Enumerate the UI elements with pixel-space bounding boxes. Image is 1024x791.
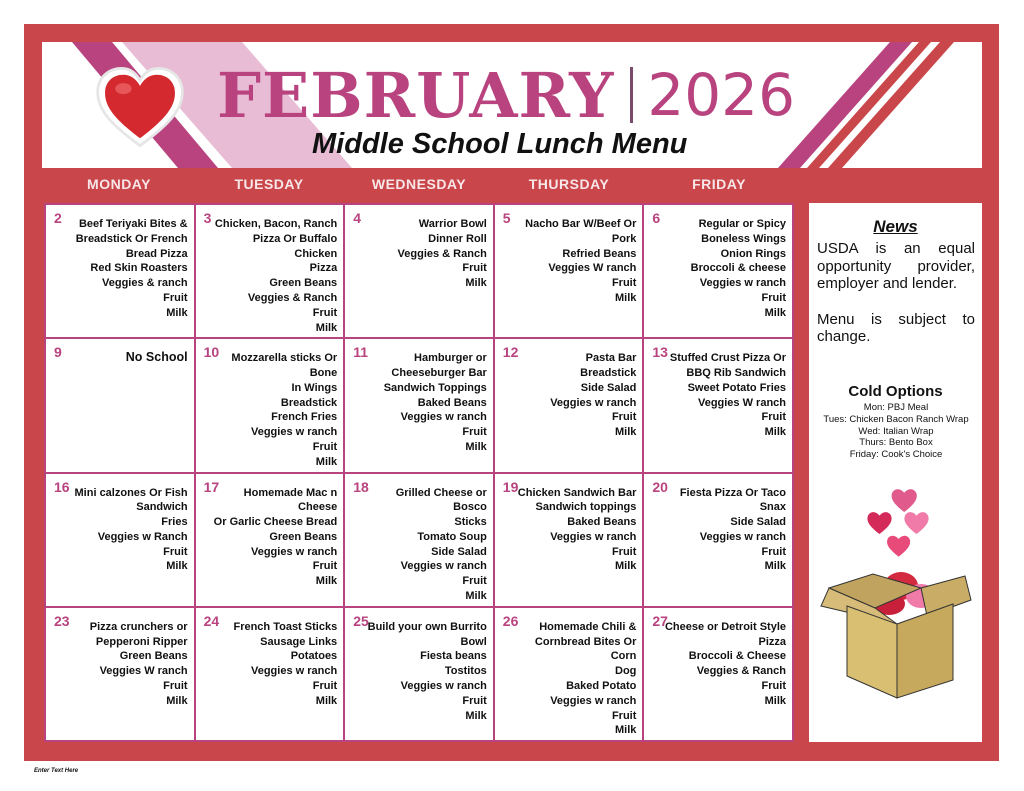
heart-icon xyxy=(94,64,186,150)
menu-item: Fruit xyxy=(611,277,637,290)
menu-items xyxy=(512,217,636,306)
menu-item: Milk xyxy=(315,575,338,588)
menu-items xyxy=(363,620,487,724)
menu-item: Pizza crunchers or xyxy=(89,620,188,633)
menu-item: Baked Beans xyxy=(567,516,637,529)
menu-item: Pizza Or Buffalo Chicken xyxy=(252,232,338,260)
sidebar xyxy=(809,203,982,742)
menu-item: Broccoli & cheese xyxy=(690,262,786,275)
menu-item: Milk xyxy=(764,426,786,439)
menu-item: Veggies w ranch xyxy=(400,411,487,424)
menu-item: Green Beans xyxy=(269,277,338,290)
menu-item: Fruit xyxy=(163,545,188,558)
day-number: 9 xyxy=(54,344,62,361)
title-divider xyxy=(630,67,633,123)
menu-subtitle: Middle School Lunch Menu xyxy=(312,128,688,160)
menu-item: Sweet Potato Fries xyxy=(687,381,786,394)
calendar-day-cell xyxy=(46,474,194,606)
cold-option: Tues: Chicken Bacon Ranch Wrap xyxy=(823,413,969,425)
menu-items xyxy=(363,486,487,604)
day-header-monday: MONDAY xyxy=(87,176,151,192)
day-number: 4 xyxy=(353,210,361,226)
menu-items xyxy=(363,351,487,455)
menu-item: Boneless Wings xyxy=(701,232,786,245)
menu-item: Veggies & ranch xyxy=(102,277,188,290)
calendar-day-cell xyxy=(644,339,792,471)
menu-item: Warrior Bowl xyxy=(418,218,487,230)
menu-item: Milk xyxy=(315,321,338,334)
menu-item: Fruit xyxy=(761,679,786,692)
day-number: 20 xyxy=(652,478,668,495)
calendar-day-cell xyxy=(196,474,344,606)
menu-item: Dinner Roll xyxy=(428,232,487,245)
menu-item: Breadstick Or French xyxy=(75,232,188,245)
menu-item: Milk xyxy=(166,306,188,319)
day-number: 19 xyxy=(502,478,519,495)
menu-item: Fruit xyxy=(312,560,338,573)
menu-item: Chicken Sandwich Bar xyxy=(517,486,637,499)
menu-items xyxy=(64,486,188,575)
menu-items xyxy=(512,351,636,440)
menu-item: Bread Pizza xyxy=(125,247,188,260)
menu-item: Veggies w ranch xyxy=(250,545,338,558)
menu-item: Pepperoni Ripper xyxy=(95,635,188,648)
day-number: 2 xyxy=(54,210,62,226)
menu-item: Sandwich toppings xyxy=(535,501,637,514)
menu-change-note: Menu is subject to change. xyxy=(817,310,975,345)
menu-item: Milk xyxy=(614,426,637,439)
menu-item: Cheese or Detroit Style xyxy=(664,620,786,633)
menu-item: Milk xyxy=(614,291,637,304)
menu-item: Milk xyxy=(465,709,487,722)
menu-item: Milk xyxy=(315,455,338,468)
menu-item: Veggies w ranch xyxy=(250,665,338,678)
menu-item: Milk xyxy=(166,694,188,707)
calendar-grid xyxy=(44,203,794,742)
menu-item: Green Beans xyxy=(119,650,188,663)
news-title: News xyxy=(873,217,918,236)
menu-item: Veggies W ranch xyxy=(99,665,188,678)
menu-item: Fruit xyxy=(462,262,487,275)
menu-item: Onion Rings xyxy=(720,247,786,260)
day-number: 6 xyxy=(652,210,661,226)
menu-item: Chicken, Bacon, Ranch xyxy=(214,218,338,230)
header-banner xyxy=(42,42,982,168)
menu-item: Milk xyxy=(764,694,786,707)
day-header-wednesday: WEDNESDAY xyxy=(371,176,467,192)
menu-item: Fries xyxy=(161,516,188,529)
page-title xyxy=(217,50,795,140)
menu-item: Stuffed Crust Pizza Or xyxy=(669,352,786,365)
cold-options-title: Cold Options xyxy=(848,383,943,400)
menu-items xyxy=(213,217,337,335)
menu-items xyxy=(662,217,786,321)
menu-item: In Wings xyxy=(291,381,338,394)
menu-item: Regular or Spicy xyxy=(698,218,786,230)
menu-item: Fruit xyxy=(462,694,487,707)
menu-item: Veggies w ranch xyxy=(699,530,786,543)
day-number: 3 xyxy=(203,210,212,226)
menu-item: Fiesta Pizza Or Taco Snax xyxy=(679,486,786,514)
day-number: 24 xyxy=(203,612,220,629)
menu-item: Breadstick xyxy=(280,396,338,409)
day-number: 23 xyxy=(54,612,70,629)
menu-item: Red Skin Roasters xyxy=(90,262,188,275)
calendar-day-cell xyxy=(495,205,643,337)
menu-item: Fruit xyxy=(163,291,188,304)
menu-item: Nacho Bar W/Beef Or xyxy=(525,218,637,230)
menu-item: Sticks xyxy=(454,516,487,529)
calendar-day-cell xyxy=(345,205,493,337)
title-year: 2026 xyxy=(647,61,795,129)
menu-item: Grilled Cheese or Bosco xyxy=(395,486,487,514)
calendar-day-cell xyxy=(196,608,344,740)
menu-item: Milk xyxy=(614,724,637,737)
menu-item: Fruit xyxy=(163,679,188,692)
menu-item: Fruit xyxy=(312,306,338,319)
day-number: 25 xyxy=(353,612,369,629)
menu-item: Veggies w ranch xyxy=(699,277,786,290)
calendar-day-cell xyxy=(495,608,643,740)
menu-item: Veggies & Ranch xyxy=(696,665,786,678)
menu-items xyxy=(512,620,636,738)
calendar-day-cell xyxy=(345,339,493,471)
day-number: 10 xyxy=(203,344,220,361)
menu-item: Veggies W ranch xyxy=(548,262,637,275)
calendar-day-cell xyxy=(345,608,493,740)
menu-item: Build your own Burrito xyxy=(367,620,487,633)
day-number: 27 xyxy=(652,612,668,629)
menu-item: Veggies W ranch xyxy=(697,396,786,409)
menu-item: Pizza xyxy=(309,262,338,275)
menu-item: Mini calzones Or Fish xyxy=(74,486,188,499)
menu-item: Fruit xyxy=(312,679,338,692)
calendar-day-cell xyxy=(345,474,493,606)
menu-item: Fruit xyxy=(611,709,637,722)
menu-item: Side Salad xyxy=(431,545,487,558)
calendar-day-cell xyxy=(495,474,643,606)
day-header-friday: FRIDAY xyxy=(692,176,746,192)
menu-item: Milk xyxy=(465,590,487,603)
menu-item: Fruit xyxy=(462,426,487,439)
calendar-day-cell xyxy=(196,205,344,337)
menu-item: Beef Teriyaki Bites & xyxy=(78,218,188,230)
menu-item: Veggies w ranch xyxy=(550,396,637,409)
menu-item: Homemade Mac n Cheese xyxy=(243,486,338,514)
menu-item: French Toast Sticks xyxy=(233,620,338,633)
menu-item: Fruit xyxy=(761,545,786,558)
menu-item: Milk xyxy=(764,306,786,319)
menu-item: Cornbread Bites Or Corn xyxy=(534,635,637,663)
cold-option: Thurs: Bento Box xyxy=(859,437,933,449)
menu-item: Side Salad xyxy=(730,516,786,529)
menu-item: Green Beans xyxy=(269,530,338,543)
day-number: 5 xyxy=(502,210,511,226)
menu-item: Side Salad xyxy=(580,381,637,394)
day-number: 16 xyxy=(54,478,70,495)
menu-items xyxy=(64,620,188,709)
menu-item: Hamburger or xyxy=(414,352,487,365)
menu-item: Breadstick xyxy=(580,367,637,380)
calendar-day-cell xyxy=(46,339,194,471)
menu-item: Milk xyxy=(465,441,487,454)
cold-option: Friday: Cook's Choice xyxy=(849,449,943,461)
menu-item: Milk xyxy=(315,694,338,707)
day-header-tuesday: TUESDAY xyxy=(234,176,304,192)
menu-item: Sandwich xyxy=(136,501,188,514)
menu-item: Fruit xyxy=(611,411,637,424)
menu-item: Veggies & Ranch xyxy=(247,291,338,304)
menu-items xyxy=(64,217,188,321)
calendar-day-cell xyxy=(196,339,344,471)
menu-item: Veggies w ranch xyxy=(550,694,637,707)
menu-item: Milk xyxy=(764,560,786,573)
menu-item: Fruit xyxy=(462,575,487,588)
menu-item: Veggies w ranch xyxy=(250,426,338,439)
menu-item: Milk xyxy=(614,560,637,573)
calendar-day-cell xyxy=(644,608,792,740)
menu-item: Dog xyxy=(615,665,637,678)
weekday-header xyxy=(44,176,794,196)
menu-items xyxy=(512,486,636,575)
footer-text: Enter Text Here xyxy=(34,768,79,774)
menu-items xyxy=(363,217,487,291)
day-number: 12 xyxy=(502,344,519,361)
day-number: 17 xyxy=(203,478,220,495)
calendar-day-cell xyxy=(46,205,194,337)
calendar-day-cell xyxy=(644,474,792,606)
menu-item: Mozzarella sticks Or Bone xyxy=(231,352,338,380)
cold-options-list xyxy=(817,402,975,461)
menu-item: No School xyxy=(125,350,188,365)
menu-item: Pizza xyxy=(758,635,786,648)
menu-item: Bowl xyxy=(460,635,487,648)
menu-item: Fruit xyxy=(761,291,786,304)
day-number: 26 xyxy=(502,612,519,629)
menu-items xyxy=(662,486,786,575)
menu-items xyxy=(213,351,337,469)
menu-item: Milk xyxy=(166,560,188,573)
day-header-thursday: THURSDAY xyxy=(528,176,610,192)
title-month: FEBRUARY xyxy=(217,58,615,132)
menu-item: Baked Beans xyxy=(417,396,487,409)
menu-item: Or Garlic Cheese Bread xyxy=(213,516,338,529)
menu-item: Potatoes xyxy=(290,650,338,663)
menu-items xyxy=(64,350,188,365)
menu-item: Baked Potato xyxy=(566,679,637,692)
menu-item: Fiesta beans xyxy=(420,650,487,663)
menu-item: Tostitos xyxy=(444,665,487,678)
menu-item: Veggies w ranch xyxy=(550,530,637,543)
cold-option: Wed: Italian Wrap xyxy=(858,425,934,437)
floating-heart-icon xyxy=(867,489,928,556)
menu-item: Milk xyxy=(465,277,487,290)
menu-item: Fruit xyxy=(761,411,786,424)
menu-items xyxy=(213,486,337,590)
menu-item: Fruit xyxy=(312,441,338,454)
calendar-day-cell xyxy=(495,339,643,471)
calendar-day-cell xyxy=(644,205,792,337)
day-number: 11 xyxy=(353,344,368,361)
menu-item: Broccoli & Cheese xyxy=(688,650,786,663)
menu-item: Veggies w Ranch xyxy=(97,530,188,543)
gift-box-hearts-icon xyxy=(817,488,975,708)
menu-item: Sandwich Toppings xyxy=(383,381,487,394)
menu-items xyxy=(213,620,337,709)
menu-item: Tomato Soup xyxy=(417,530,487,543)
usda-statement: USDA is an equal opportunity provider, employer and lender. xyxy=(817,240,975,292)
menu-item: Veggies w ranch xyxy=(400,679,487,692)
menu-item: Veggies w ranch xyxy=(400,560,487,573)
menu-item: Homemade Chili & xyxy=(539,620,637,633)
menu-items xyxy=(662,351,786,440)
day-number: 18 xyxy=(353,478,369,495)
menu-item: French Fries xyxy=(271,411,338,424)
menu-item: Cheeseburger Bar xyxy=(391,367,487,380)
menu-item: BBQ Rib Sandwich xyxy=(686,367,786,380)
menu-item: Pasta Bar xyxy=(585,352,637,365)
news-text xyxy=(817,240,975,346)
calendar-day-cell xyxy=(46,608,194,740)
menu-item: Sausage Links xyxy=(260,635,338,648)
menu-item: Fruit xyxy=(611,545,637,558)
menu-item: Refried Beans xyxy=(562,247,637,260)
menu-item: Pork xyxy=(611,232,637,245)
menu-item: Veggies & Ranch xyxy=(397,247,487,260)
day-number: 13 xyxy=(652,344,668,361)
menu-items xyxy=(662,620,786,709)
cold-option: Mon: PBJ Meal xyxy=(863,402,929,413)
